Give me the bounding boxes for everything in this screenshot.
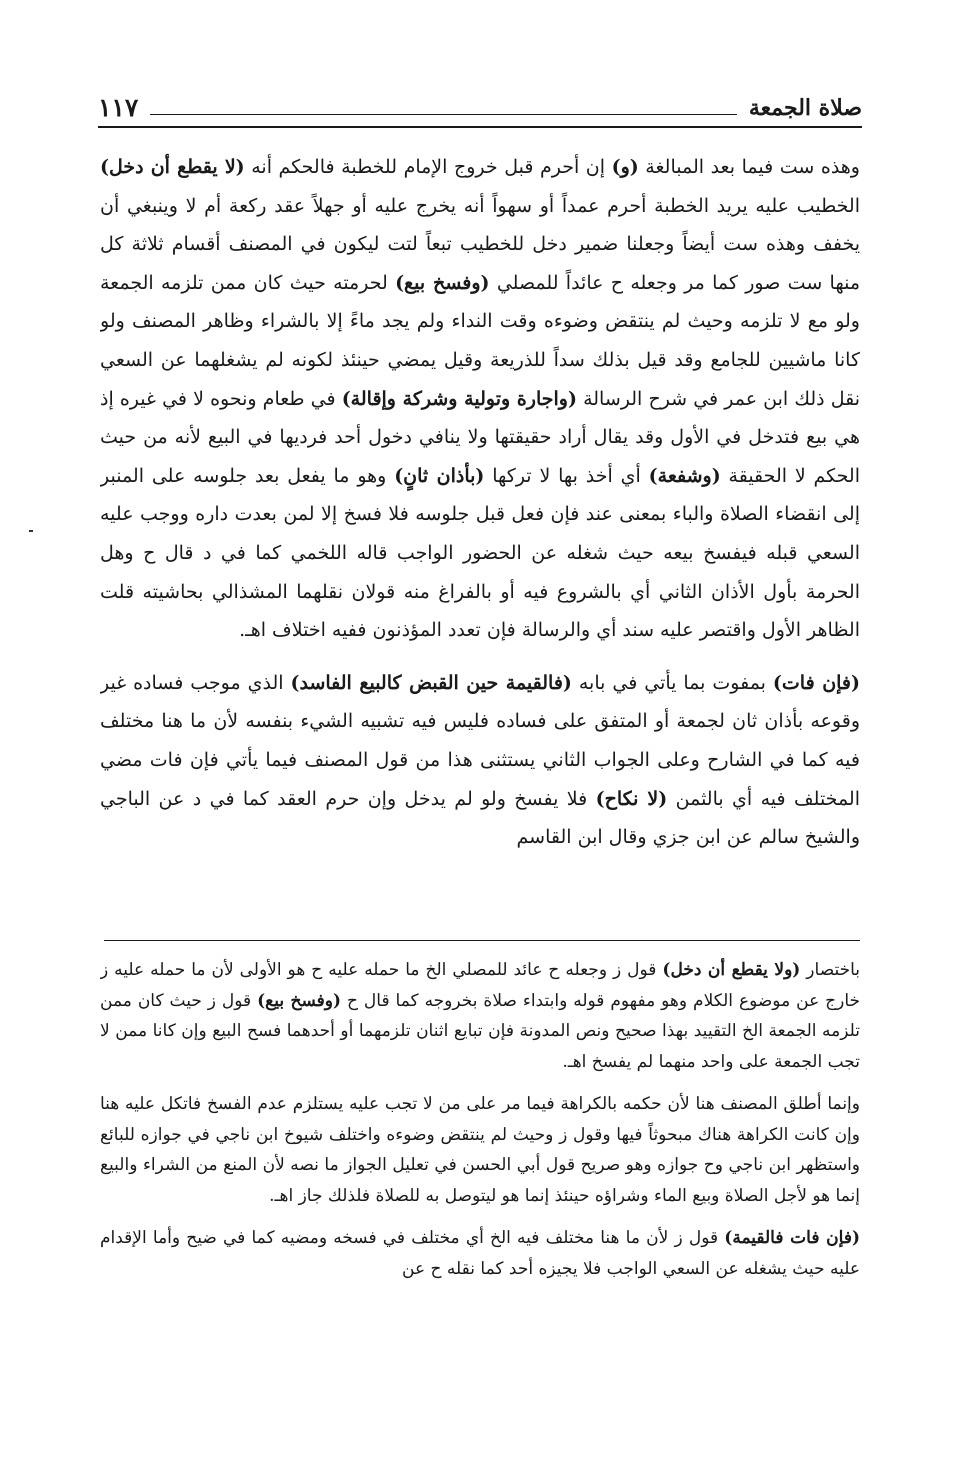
bold-term: (واجارة وتولية وشركة وإقالة) [341,387,577,410]
bold-term: (فإن فات) [772,671,860,694]
text-run: لحرمته حيث كان ممن تلزمه الجمعة ولو مع لا تلزمه وحيث لم ينتقض وضوءه وقت النداء ولم يجد ماءً إلا بالشراء وظاهر المصنف ولو كانا ماشيين للجامع وقد قيل بذلك سداً للذريعة وقيل يمضي حينئذ لكونه لم يشغلهما عن السعي نقل ذلك ابن عمر في شرح الرسالة [100,271,860,410]
bold-term: (فإن فات فالقيمة) [724,1228,860,1248]
footnote-divider [104,940,860,941]
main-paragraph-2 [100,664,860,857]
note-paragraph-3 [100,1223,860,1284]
bold-term: (وشفعة) [648,464,721,487]
text-run: قول ز حيث كان ممن تلزمه الجمعة الخ التقييد بهذا صحيح ونص المدونة فإن تبايع اثنان تلزمهما أو أحدهما فسح البيع وإن كانا ممن لا تجب الجمعة على واحد منهما لم يفسخ اهـ. [100,990,860,1072]
text-run: فلا يفسخ ولو لم يدخل وإن حرم العقد كما في د عن الباجي والشيخ سالم عن ابن جزي وقال ابن القاسم [100,787,860,849]
bold-term: (ولا يقطع أن دخل) [662,960,801,980]
text-run: إن أحرم قبل خروج الإمام للخطبة فالحكم أنه [244,156,612,178]
text-run: وإنما أطلق المصنف هنا لأن حكمه بالكراهة فيما مر على من لا تجب عليه يستلزم عدم الفسخ فاتكل عليه هنا وإن كانت الكراهة هناك مبحوثاً فيها وقول ز وحيث لم ينتقض وضوءه واختلف شيوخ ابن ناجي في جوازه للبائع واستظهر ابن ناجي وح جوازه وهو صريح قول أبي الحسن في تعليل الجواز ما نصه لأن المنع من الشراء والبيع إنما هو لأجل الصلاة وبيع الماء وشراؤه حينئذ إنما هو ليتوصل به للصلاة فلذلك جاز اهـ. [100,1094,860,1206]
bold-term: (و) [611,156,639,178]
text-run: باختصار [800,960,860,980]
bold-term: (بأذان ثانٍ) [394,464,485,487]
page-header [98,82,862,122]
header-divider [98,126,862,128]
text-run: في طعام ونحوه لا في غيره إذ هي بيع فتدخل في الأول وقد يقال أراد حقيقتها ولا ينافي دخول أحد فرديها في البيع لأنه من حيث الحكم لا الحقيقة [100,387,860,487]
header-rule [150,114,737,115]
margin-mark [29,530,33,532]
text-run: بمفوت بما يأتي في بابه [571,671,773,694]
bold-term: (لا يقطع أن دخل) [100,156,245,178]
bold-term: (وفسخ بيع) [257,990,342,1011]
main-paragraph-1 [100,148,860,650]
text-run: وهو ما يفعل بعد جلوسه على المنبر إلى انقضاء الصلاة والباء بمعنى عند فإن فعل قبل جلوسه فلا فسخ إلا لمن بعدت داره ووجب عليه السعي قبله فيفسخ بيعه حيث شغله عن الحضور الواجب قاله اللخمي كما في د قال ح وهل الحرمة بأول الأذان الثاني أي بالشروع فيه أو بالفراغ منه قولان نقلهما المشذالي بحاشيته قلت الظاهر الأول واقتصر عليه سند أي والرسالة فإن تعدد المؤذنون ففيه اختلاف اهـ. [100,464,860,642]
text-run: وهذه ست فيما بعد المبالغة [638,156,860,178]
text-run: أي أخذ بها لا تركها [484,464,649,487]
note-paragraph-2 [100,1089,860,1211]
text-run: الخطيب عليه يريد الخطبة أحرم عمداً أو سهواً أنه يخرج عليه أو جهلاً عقد ركعة أم لا وينبغي أن يخفف وهذه ست أيضاً وجعلنا ضمير دخل للخطيب تبعاً لتت ليكون في المصنف أقسام ثلاثة كل منها ست صور كما مر وجعله ح عائداً للمصلي [100,194,860,294]
text-run: الذي موجب فساده غير وقوعه بأذان ثان لجمعة أو المتفق على فساده فليس فيه تشبيه الشيء بنفسه لأن ما هنا مختلف فيه كما في الشارح وعلى الجواب الثاني يستثنى هذا من قول المصنف فيما يأتي فإن فات مضي المختلف فيه أي بالثمن [100,671,860,810]
bold-term: (فالقيمة حين القبض كالبيع الفاسد) [290,671,572,694]
bold-term: (وفسخ بيع) [395,271,490,294]
main-text [100,148,860,936]
text-run: قول ز لأن ما هنا مختلف فيه الخ أي مختلف في فسخه ومضيه كما في ضيح وأما الإقدام عليه حيث يشغله عن السعي الواجب فلا يجيزه أحد كما نقله ح عن [100,1228,860,1279]
page-number: ١١٧ [98,93,139,122]
bold-term: (لا نكاح) [595,787,668,810]
text-run: قول ز وجعله ح عائد للمصلي الخ ما حمله عليه ح هو الأولى لأن ما حمله عليه ز خارج عن موضوع الكلام وهو مفهوم قوله وابتداء صلاة بخروجه كما قال ح [100,960,860,1011]
footnotes [100,955,860,1395]
note-paragraph-1 [100,955,860,1077]
running-title: صلاة الجمعة [748,95,862,121]
